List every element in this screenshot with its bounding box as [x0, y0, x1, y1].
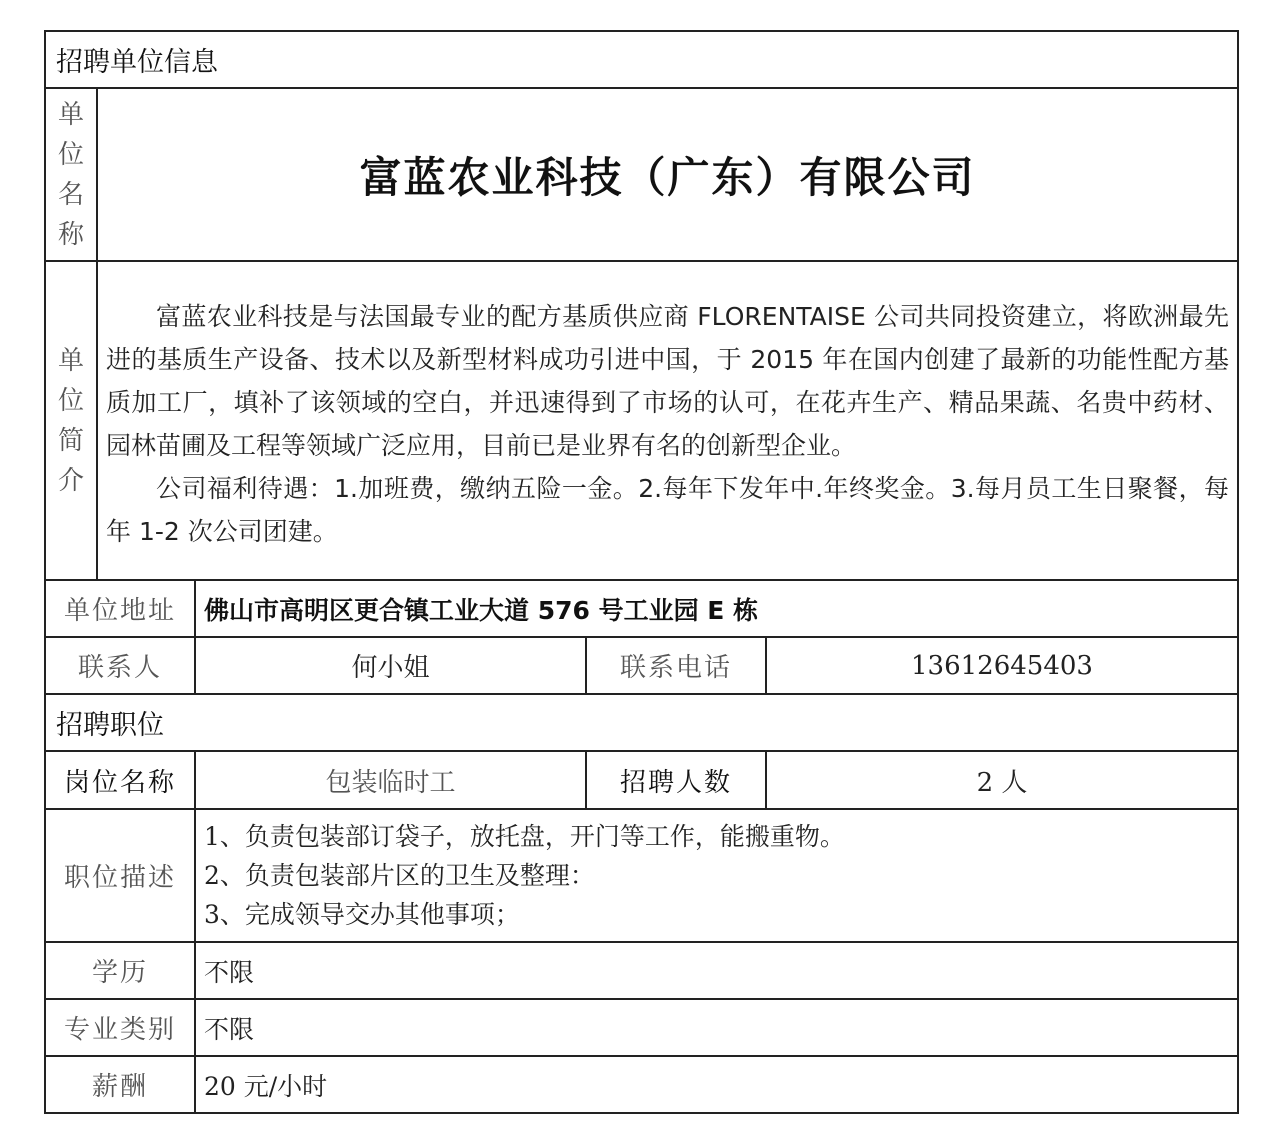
company-intro-paragraph: 富蓝农业科技是与法国最专业的配方基质供应商 FLORENTAISE 公司共同投资建立，将欧洲最先进的基质生产设备、技术以及新型材料成功引进中国，于 2015 年在国内创建了最新的功能性配方基质加工厂，填补了该领域的空白，并迅速得到了市场的认可，在花卉生产、精品果蔬、名贵中药材、园林苗圃及工程等领域广泛应用，目前已是业界有名的创新型企业。	[106, 301, 1230, 460]
company-name-row	[45, 88, 1238, 261]
company-intro	[97, 261, 1238, 580]
duties-label: 职位描述	[45, 809, 195, 942]
company-intro-row	[45, 261, 1238, 580]
salary-value: 20 元/小时	[195, 1056, 1238, 1113]
major-label: 专业类别	[45, 999, 195, 1056]
position-section-row	[45, 694, 1238, 751]
position-section-title: 招聘职位	[45, 694, 1238, 751]
contact-row	[45, 637, 1238, 694]
education-label: 学历	[45, 942, 195, 999]
company-intro-label-char: 介	[57, 465, 84, 496]
company-name-label-char: 名	[57, 179, 84, 210]
position-name-row	[45, 751, 1238, 809]
company-intro-label-char: 简	[57, 425, 84, 456]
headcount-value: 2 人	[766, 751, 1238, 809]
address-value: 佛山市高明区更合镇工业大道 576 号工业园 E 栋	[195, 580, 1238, 637]
duties-list	[195, 809, 1238, 942]
education-row	[45, 942, 1238, 999]
education-value: 不限	[195, 942, 1238, 999]
position-name-value: 包装临时工	[195, 751, 586, 809]
duties-row	[45, 809, 1238, 942]
company-name-label-char: 单	[57, 99, 84, 130]
contact-label: 联系人	[45, 637, 195, 694]
company-intro-label-char: 单	[57, 345, 84, 376]
company-section-row	[45, 31, 1238, 88]
company-name-label-char: 位	[57, 139, 84, 170]
salary-row	[45, 1056, 1238, 1113]
contact-value: 何小姐	[195, 637, 586, 694]
company-name: 富蓝农业科技（广东）有限公司	[97, 88, 1238, 261]
phone-value: 13612645403	[766, 637, 1238, 694]
company-section-title: 招聘单位信息	[45, 31, 1238, 88]
duty-item: 3、完成领导交办其他事项；	[204, 900, 520, 929]
company-name-label-cell	[45, 88, 97, 261]
company-intro-label-cell	[45, 261, 97, 580]
company-name-label-char: 称	[57, 219, 84, 250]
company-intro-label-char: 位	[57, 385, 84, 416]
phone-label: 联系电话	[586, 637, 766, 694]
salary-label: 薪酬	[45, 1056, 195, 1113]
headcount-label: 招聘人数	[586, 751, 766, 809]
company-name-label	[46, 95, 96, 255]
address-label: 单位地址	[45, 580, 195, 637]
company-intro-label	[46, 341, 96, 501]
recruitment-table	[44, 30, 1239, 1114]
duty-item: 1、负责包装部订袋子，放托盘，开门等工作，能搬重物。	[204, 822, 845, 851]
company-benefits-paragraph: 公司福利待遇：1.加班费，缴纳五险一金。2.每年下发年中.年终奖金。3.每月员工生日聚餐，每年 1-2 次公司团建。	[106, 473, 1230, 546]
position-name-label: 岗位名称	[45, 751, 195, 809]
address-row	[45, 580, 1238, 637]
major-value: 不限	[195, 999, 1238, 1056]
major-row	[45, 999, 1238, 1056]
duty-item: 2、负责包装部片区的卫生及整理：	[204, 861, 595, 890]
